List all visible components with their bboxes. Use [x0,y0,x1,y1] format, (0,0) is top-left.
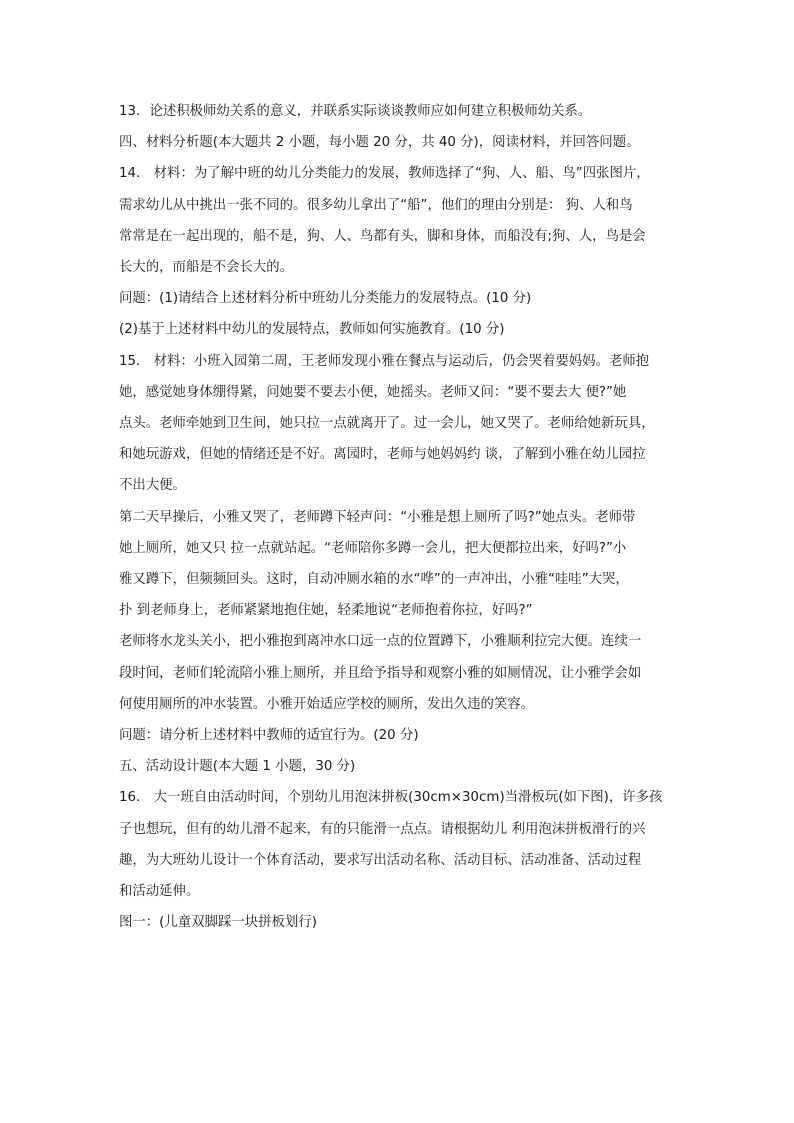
section-5-heading: 五、活动设计题(本大题 1 小题，30 分) [119,759,356,774]
question-15-line: 和她玩游戏，但她的情绪还是不好。离园时，老师与她妈妈约 谈，了解到小雅在幼儿园拉 [119,447,646,462]
question-16-line: 子也想玩，但有的幼儿滑不起来，有的只能滑一点点。请根据幼儿 利用泡沫拼板滑行的兴 [119,822,646,837]
question-15-line: 不出大便。 [119,478,186,493]
question-15-line: 老师将水龙头关小，把小雅抱到离冲水口远一点的位置蹲下，小雅顺利拉完大便。连续一 [119,634,642,649]
question-16-line: 16． 大一班自由活动时间，个别幼儿用泡沫拼板(30cm×30cm)当滑板玩(如下图)，许多孩 [119,790,663,805]
question-14-line: 常常是在一起出现的，船不是，狗、人、鸟都有头，脚和身体，而船没有;狗、人，鸟是会 [119,229,646,244]
question-14-line: 14． 材料：为了解中班的幼儿分类能力的发展，教师选择了“狗、人、船、鸟”四张图片， [119,166,650,181]
question-15-line: 她，感觉她身体绷得紧，问她要不要去小便，她摇头。老师又问：“要不要去大 便?”她 [119,385,627,400]
question-15-line: 雅又蹲下，但频频回头。这时，自动冲厕水箱的水“哗”的一声冲出，小雅“哇哇”大哭， [119,572,629,587]
question-16-line: 趣，为大班幼儿设计一个体育活动，要求写出活动名称、活动目标、活动准备、活动过程 [119,853,642,868]
question-15-line: 扑 到老师身上，老师紧紧地抱住她，轻柔地说“老师抱着你拉，好吗?” [119,603,533,618]
question-15-line: 15． 材料：小班入园第二周，王老师发现小雅在餐点与运动后，仍会哭着要妈妈。老师抱 [119,354,650,369]
question-14-line: 需求幼儿从中挑出一张不同的。很多幼儿拿出了“船”，他们的理由分别是： 狗、人和鸟 [119,198,633,213]
question-15-line: 何使用厕所的冲水装置。小雅开始适应学校的厕所，发出久违的笑容。 [119,697,535,712]
figure-caption: 图一：(儿童双脚踩一块拼板划行) [119,915,317,930]
question-16-line: 和活动延伸。 [119,884,200,899]
question-14-prompt-2: (2)基于上述材料中幼儿的发展特点，教师如何实施教育。(10 分) [119,322,505,337]
question-14-line: 长大的，而船是不会长大的。 [119,260,294,275]
question-15-line: 第二天早操后，小雅又哭了，老师蹲下轻声问：“小雅是想上厕所了吗?”她点头。老师带 [119,510,636,525]
section-4-heading: 四、材料分析题(本大题共 2 小题，每小题 20 分，共 40 分)，阅读材料，并回答问题。 [119,135,640,150]
question-14-prompt-1: 问题：(1)请结合上述材料分析中班幼儿分类能力的发展特点。(10 分) [119,291,532,306]
question-13: 13．论述积极师幼关系的意义，并联系实际谈谈教师应如何建立积极师幼关系。 [119,104,592,119]
question-15-prompt: 问题：请分析上述材料中教师的适宜行为。(20 分) [119,728,419,743]
question-15-line: 她上厕所，她又只 拉一点就站起。“老师陪你多蹲一会儿，把大便都拉出来，好吗?”小 [119,541,627,556]
question-15-line: 段时间，老师们轮流陪小雅上厕所，并且给予指导和观察小雅的如厕情况，让小雅学会如 [119,666,642,681]
question-15-line: 点头。老师牵她到卫生间，她只拉一点就离开了。过一会儿，她又哭了。老师给她新玩具， [119,416,655,431]
